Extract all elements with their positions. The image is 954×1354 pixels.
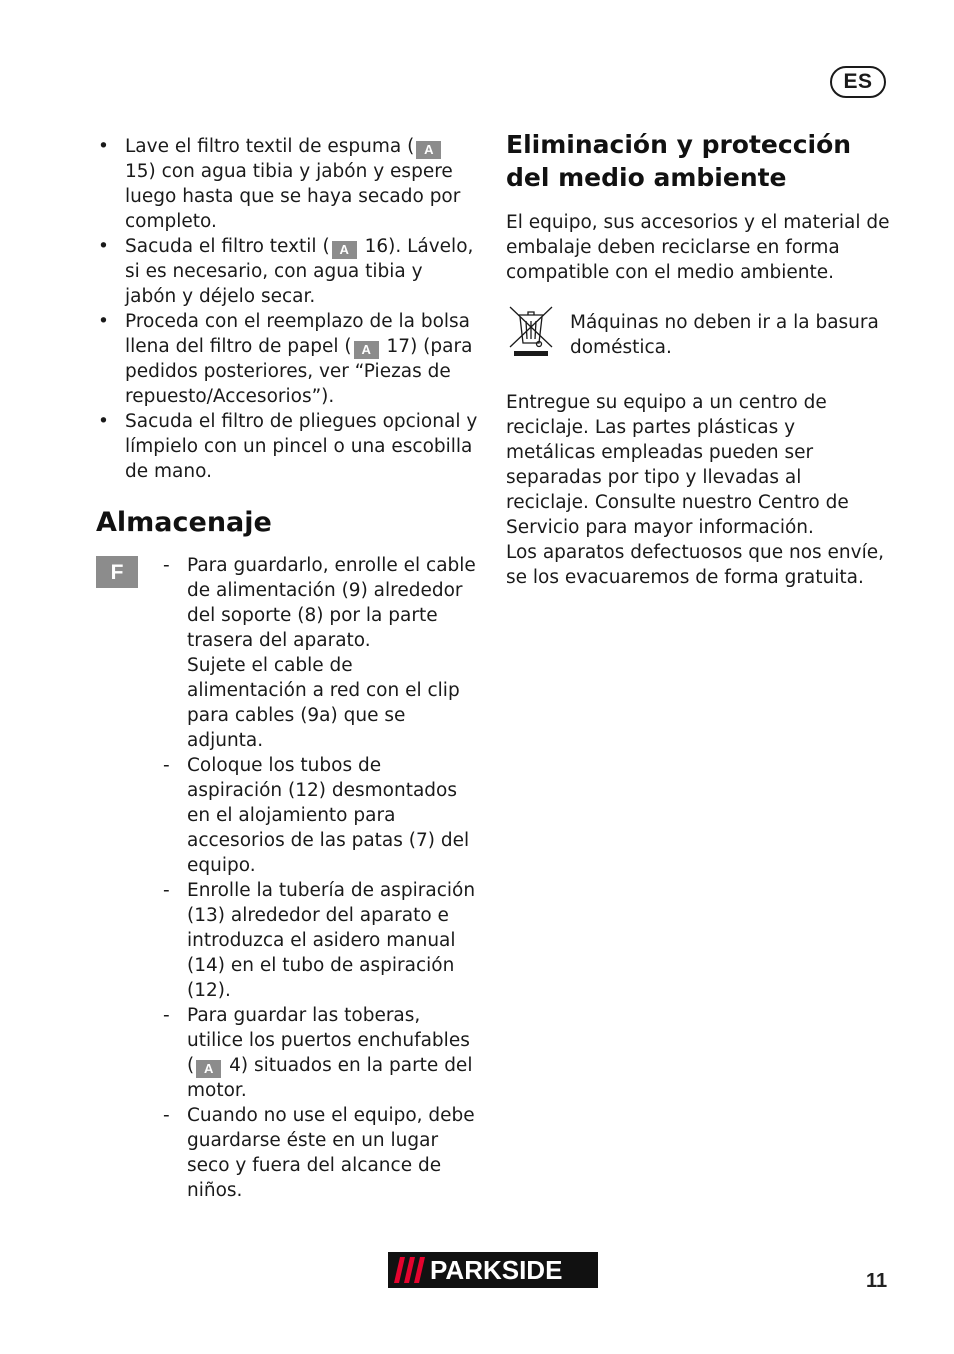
- disposal-paragraph: Entregue su equipo a un centro de reciclaje. Las partes plásticas y metálicas empleadas pueden ser separadas por tipo y llevadas al reciclaje. Consulte nuestro Centro de Servicio para mayor información.: [506, 392, 849, 538]
- list-item: - Para guardar las toberas, utilice los puertos enchufables ( A 4) situados en la parte del motor.: [187, 1003, 478, 1103]
- logo-stripes-icon: [394, 1257, 426, 1283]
- figure-ref-f: F: [96, 556, 138, 588]
- figure-ref-badge: A: [196, 1060, 221, 1078]
- list-item: - Cuando no use el equipo, debe guardarse éste en un lugar seco y fuera del alcance de niños.: [187, 1103, 478, 1203]
- parkside-logo: [388, 1252, 598, 1288]
- return-paragraph: Los aparatos defectuosos que nos envíe, se los evacuaremos de forma gratuita.: [506, 542, 884, 588]
- figure-ref-badge: A: [416, 141, 441, 159]
- figure-ref-badge: A: [354, 341, 379, 359]
- list-item: • Sacuda el filtro textil ( A 16). Lávelo, si es necesario, con agua tibia y jabón y déjelo secar.: [96, 234, 478, 309]
- figure-ref-badge: A: [332, 241, 357, 259]
- crossed-out-wheelie-bin-icon: [506, 305, 556, 357]
- environment-heading: Eliminación y protección del medio ambiente: [506, 130, 852, 192]
- storage-list: [96, 553, 478, 1203]
- weee-notice: [506, 305, 890, 360]
- language-badge: ES: [830, 66, 886, 98]
- list-item: • Proceda con el reemplazo de la bolsa llena del filtro de papel ( A 17) (para pedidos posteriores, ver “Piezas de repuesto/Accesorios”).: [96, 309, 478, 409]
- list-item: - Coloque los tubos de aspiración (12) desmontados en el alojamiento para accesorios de las patas (7) del equipo.: [187, 753, 478, 878]
- list-item: - Enrolle la tubería de aspiración (13) alrededor del aparato e introduzca el asidero manual (14) en el tubo de aspiración (12).: [187, 878, 478, 1003]
- cleaning-list: [96, 134, 478, 484]
- weee-text: Máquinas no deben ir a la basura doméstica.: [570, 312, 879, 358]
- list-item: • Sacuda el filtro de pliegues opcional y límpielo con un pincel o una escobilla de mano.: [96, 409, 478, 484]
- left-column: [96, 134, 478, 1203]
- storage-heading: Almacenaje: [96, 507, 272, 538]
- intro-paragraph: El equipo, sus accesorios y el material de embalaje deben reciclarse en forma compatible con el medio ambiente.: [506, 212, 890, 283]
- right-column: [506, 128, 890, 590]
- list-item: • Lave el filtro textil de espuma ( A 15) con agua tibia y jabón y espere luego hasta que se haya secado por completo.: [96, 134, 478, 234]
- brand-name: PARKSIDE: [430, 1255, 563, 1285]
- page-number: 11: [866, 1270, 888, 1292]
- storage-section: [96, 553, 478, 1203]
- registered-mark: ®: [590, 1252, 596, 1261]
- list-item: - Para guardarlo, enrolle el cable de alimentación (9) alrededor del soporte (8) por la parte trasera del aparato. Sujete el cable de alimentación a red con el clip para cables (9a) que se adjunta.: [187, 553, 478, 753]
